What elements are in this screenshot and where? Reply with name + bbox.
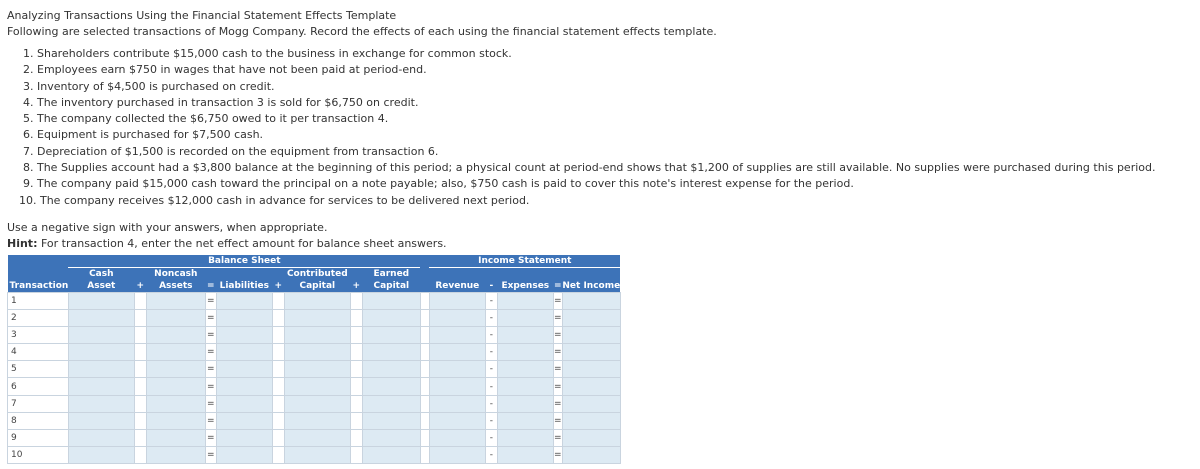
noncash-assets-cell[interactable] [146, 429, 205, 446]
revenue-cell[interactable] [429, 429, 485, 446]
list-item: 9. The company paid $15,000 cash toward the principal on a note payable; also, $750 cash is paid to cover this note's interest expense for the period. [23, 177, 854, 191]
contributed-capital-cell[interactable] [284, 293, 350, 310]
row-spacer [272, 310, 284, 327]
revenue-input-6[interactable] [430, 378, 485, 394]
expenses-cell[interactable] [497, 310, 553, 327]
cash-asset-input-4[interactable] [69, 344, 134, 360]
row-spacer [134, 327, 146, 344]
row-spacer [420, 361, 429, 378]
net-income-input-3[interactable] [563, 327, 620, 343]
contributed-capital-cell[interactable] [284, 361, 350, 378]
row-spacer [350, 310, 362, 327]
net-income-cell[interactable] [562, 395, 620, 412]
row-minus-operator: - [485, 429, 497, 446]
cash-asset-cell[interactable] [68, 310, 134, 327]
row-equals-operator: = [205, 378, 216, 395]
revenue-cell[interactable] [429, 395, 485, 412]
earned-capital-header-top: Earned [362, 268, 420, 281]
net-income-cell[interactable] [562, 412, 620, 429]
cash-asset-input-7[interactable] [69, 396, 134, 412]
contributed-capital-cell[interactable] [284, 310, 350, 327]
contributed-capital-input-10[interactable] [285, 447, 350, 463]
earned-capital-input-4[interactable] [363, 344, 420, 360]
table-row [8, 327, 621, 344]
expenses-cell[interactable] [497, 378, 553, 395]
contributed-capital-input-4[interactable] [285, 344, 350, 360]
earned-capital-cell[interactable] [362, 344, 420, 361]
noncash-assets-header-bottom: Assets [146, 280, 205, 293]
earned-capital-input-5[interactable] [363, 361, 420, 377]
cash-asset-cell[interactable] [68, 361, 134, 378]
earned-capital-cell[interactable] [362, 361, 420, 378]
row-equals-operator: = [205, 310, 216, 327]
balance-sheet-header: Balance Sheet [68, 255, 420, 268]
list-item: 4. The inventory purchased in transaction 3 is sold for $6,750 on credit. [23, 95, 419, 109]
row-equals-operator: = [553, 429, 562, 446]
row-spacer [420, 429, 429, 446]
table-row [8, 412, 621, 429]
earned-capital-input-3[interactable] [363, 327, 420, 343]
noncash-assets-cell[interactable] [146, 378, 205, 395]
cash-asset-input-9[interactable] [69, 430, 134, 446]
earned-capital-cell[interactable] [362, 412, 420, 429]
liabilities-input-1[interactable] [217, 293, 272, 309]
net-income-input-9[interactable] [563, 430, 620, 446]
expenses-cell[interactable] [497, 446, 553, 463]
earned-capital-input-10[interactable] [363, 447, 420, 463]
earned-capital-input-9[interactable] [363, 430, 420, 446]
row-equals-operator: = [205, 344, 216, 361]
row-minus-operator: - [485, 310, 497, 327]
list-item: 8. The Supplies account had a $3,800 balance at the beginning of this period; a physical count at period-end shows that $1,200 of supplies are still available. No supplies were purchased during this period. [23, 161, 1156, 175]
expenses-cell[interactable] [497, 293, 553, 310]
expenses-input-3[interactable] [498, 327, 553, 343]
contributed-capital-input-1[interactable] [285, 293, 350, 309]
cash-asset-input-8[interactable] [69, 413, 134, 429]
earned-capital-cell[interactable] [362, 293, 420, 310]
liabilities-cell[interactable] [216, 310, 272, 327]
revenue-cell[interactable] [429, 310, 485, 327]
revenue-input-8[interactable] [430, 413, 485, 429]
row-spacer [272, 361, 284, 378]
revenue-input-2[interactable] [430, 310, 485, 326]
cash-asset-cell[interactable] [68, 293, 134, 310]
row-minus-operator: - [485, 412, 497, 429]
expenses-input-10[interactable] [498, 447, 553, 463]
cash-asset-input-5[interactable] [69, 361, 134, 377]
revenue-input-10[interactable] [430, 447, 485, 463]
net-income-cell[interactable] [562, 310, 620, 327]
row-spacer [420, 310, 429, 327]
noncash-assets-input-10[interactable] [147, 447, 205, 463]
liabilities-cell[interactable] [216, 361, 272, 378]
instructions: Following are selected transactions of Mogg Company. Record the effects of each using the financial statement effects template. [7, 25, 717, 38]
noncash-assets-input-8[interactable] [147, 413, 205, 429]
row-spacer [350, 412, 362, 429]
contributed-capital-cell[interactable] [284, 446, 350, 463]
row-spacer [350, 395, 362, 412]
noncash-assets-header-top: Noncash [146, 268, 205, 281]
contributed-capital-input-3[interactable] [285, 327, 350, 343]
liabilities-input-4[interactable] [217, 344, 272, 360]
row-spacer [134, 344, 146, 361]
noncash-assets-input-1[interactable] [147, 293, 205, 309]
net-income-cell[interactable] [562, 378, 620, 395]
list-item: 2. Employees earn $750 in wages that have not been paid at period-end. [23, 63, 427, 77]
transaction-number: 5 [8, 361, 69, 378]
contributed-capital-header-bottom: Capital [284, 280, 350, 293]
net-income-cell[interactable] [562, 293, 620, 310]
net-income-input-5[interactable] [563, 361, 620, 377]
earned-capital-input-8[interactable] [363, 413, 420, 429]
contributed-capital-input-6[interactable] [285, 378, 350, 394]
cash-asset-input-6[interactable] [69, 378, 134, 394]
revenue-cell[interactable] [429, 412, 485, 429]
net-income-cell[interactable] [562, 429, 620, 446]
row-spacer [420, 446, 429, 463]
table-row [8, 344, 621, 361]
plus-operator: + [350, 280, 362, 293]
list-item: 5. The company collected the $6,750 owed to it per transaction 4. [23, 112, 389, 126]
row-spacer [134, 310, 146, 327]
row-equals-operator: = [553, 361, 562, 378]
row-spacer [420, 344, 429, 361]
liabilities-cell[interactable] [216, 344, 272, 361]
liabilities-input-9[interactable] [217, 430, 272, 446]
contributed-capital-cell[interactable] [284, 412, 350, 429]
noncash-assets-input-7[interactable] [147, 396, 205, 412]
row-spacer [350, 446, 362, 463]
net-income-input-1[interactable] [563, 293, 620, 309]
expenses-cell[interactable] [497, 327, 553, 344]
hint-text: For transaction 4, enter the net effect amount for balance sheet answers. [37, 237, 447, 250]
contributed-capital-cell[interactable] [284, 429, 350, 446]
noncash-assets-cell[interactable] [146, 293, 205, 310]
plus-operator: + [134, 280, 146, 293]
row-minus-operator: - [485, 344, 497, 361]
list-item: 3. Inventory of $4,500 is purchased on credit. [23, 79, 275, 93]
noncash-assets-input-9[interactable] [147, 430, 205, 446]
net-income-input-10[interactable] [563, 447, 620, 463]
cash-asset-header-bottom: Asset [68, 280, 134, 293]
revenue-input-3[interactable] [430, 327, 485, 343]
row-spacer [350, 429, 362, 446]
net-income-input-7[interactable] [563, 396, 620, 412]
row-equals-operator: = [553, 293, 562, 310]
liabilities-header: Liabilities [216, 280, 272, 293]
liabilities-cell[interactable] [216, 327, 272, 344]
row-equals-operator: = [205, 429, 216, 446]
row-minus-operator: - [485, 378, 497, 395]
liabilities-input-2[interactable] [217, 310, 272, 326]
noncash-assets-cell[interactable] [146, 310, 205, 327]
noncash-assets-cell[interactable] [146, 327, 205, 344]
row-minus-operator: - [485, 446, 497, 463]
liabilities-input-8[interactable] [217, 413, 272, 429]
table-row [8, 429, 621, 446]
noncash-assets-input-2[interactable] [147, 310, 205, 326]
cash-asset-cell[interactable] [68, 378, 134, 395]
row-spacer [272, 412, 284, 429]
row-spacer [420, 395, 429, 412]
table-row [8, 310, 621, 327]
earned-capital-input-2[interactable] [363, 310, 420, 326]
row-minus-operator: - [485, 395, 497, 412]
row-equals-operator: = [205, 361, 216, 378]
contributed-capital-cell[interactable] [284, 327, 350, 344]
net-income-input-6[interactable] [563, 378, 620, 394]
earned-capital-cell[interactable] [362, 395, 420, 412]
row-spacer [134, 378, 146, 395]
cash-asset-cell[interactable] [68, 344, 134, 361]
liabilities-cell[interactable] [216, 446, 272, 463]
revenue-cell[interactable] [429, 327, 485, 344]
contributed-capital-cell[interactable] [284, 395, 350, 412]
row-spacer [350, 378, 362, 395]
list-item: 7. Depreciation of $1,500 is recorded on the equipment from transaction 6. [23, 144, 439, 158]
list-item: 1. Shareholders contribute $15,000 cash to the business in exchange for common stock. [23, 47, 512, 60]
contributed-capital-input-9[interactable] [285, 430, 350, 446]
row-spacer [350, 361, 362, 378]
liabilities-cell[interactable] [216, 378, 272, 395]
row-spacer [134, 395, 146, 412]
noncash-assets-cell[interactable] [146, 361, 205, 378]
noncash-assets-input-4[interactable] [147, 344, 205, 360]
liabilities-input-7[interactable] [217, 396, 272, 412]
row-equals-operator: = [205, 395, 216, 412]
cash-asset-header-top: Cash [68, 268, 134, 281]
row-spacer [420, 378, 429, 395]
table-row [8, 378, 621, 395]
cash-asset-cell[interactable] [68, 446, 134, 463]
liabilities-input-3[interactable] [217, 327, 272, 343]
row-equals-operator: = [553, 310, 562, 327]
transaction-number: 9 [8, 429, 69, 446]
liabilities-cell[interactable] [216, 395, 272, 412]
fse-template-table [7, 255, 621, 464]
expenses-input-1[interactable] [498, 293, 553, 309]
cash-asset-input-3[interactable] [69, 327, 134, 343]
row-spacer [350, 327, 362, 344]
expenses-cell[interactable] [497, 412, 553, 429]
earned-capital-input-7[interactable] [363, 396, 420, 412]
equals-operator: = [207, 281, 215, 291]
row-equals-operator: = [553, 446, 562, 463]
transaction-list [19, 46, 1156, 209]
expenses-input-7[interactable] [498, 396, 553, 412]
contributed-capital-header-top: Contributed [284, 268, 350, 281]
negative-sign-note: Use a negative sign with your answers, when appropriate. [7, 221, 328, 234]
row-minus-operator: - [485, 293, 497, 310]
page-title: Analyzing Transactions Using the Financial Statement Effects Template [7, 9, 397, 22]
noncash-assets-cell[interactable] [146, 344, 205, 361]
revenue-input-9[interactable] [430, 430, 485, 446]
revenue-cell[interactable] [429, 378, 485, 395]
transaction-number: 3 [8, 327, 69, 344]
expenses-cell[interactable] [497, 344, 553, 361]
revenue-cell[interactable] [429, 361, 485, 378]
row-equals-operator: = [553, 412, 562, 429]
earned-capital-cell[interactable] [362, 429, 420, 446]
transaction-column-header: Transaction [9, 281, 69, 291]
table-row [8, 395, 621, 412]
expenses-input-4[interactable] [498, 344, 553, 360]
noncash-assets-cell[interactable] [146, 446, 205, 463]
cash-asset-cell[interactable] [68, 429, 134, 446]
row-equals-operator: = [205, 412, 216, 429]
liabilities-input-6[interactable] [217, 378, 272, 394]
cash-asset-input-2[interactable] [69, 310, 134, 326]
liabilities-input-5[interactable] [217, 361, 272, 377]
revenue-cell[interactable] [429, 344, 485, 361]
transaction-number: 4 [8, 344, 69, 361]
contributed-capital-input-2[interactable] [285, 310, 350, 326]
row-spacer [272, 293, 284, 310]
noncash-assets-input-5[interactable] [147, 361, 205, 377]
revenue-input-7[interactable] [430, 396, 485, 412]
table-row [8, 293, 621, 310]
row-spacer [134, 429, 146, 446]
revenue-cell[interactable] [429, 293, 485, 310]
net-income-cell[interactable] [562, 327, 620, 344]
transaction-number: 1 [8, 293, 69, 310]
contributed-capital-input-5[interactable] [285, 361, 350, 377]
earned-capital-header-bottom: Capital [362, 280, 420, 293]
row-equals-operator: = [205, 293, 216, 310]
row-spacer [420, 412, 429, 429]
expenses-input-6[interactable] [498, 378, 553, 394]
earned-capital-cell[interactable] [362, 378, 420, 395]
earned-capital-cell[interactable] [362, 327, 420, 344]
noncash-assets-input-6[interactable] [147, 378, 205, 394]
row-equals-operator: = [553, 344, 562, 361]
row-spacer [420, 293, 429, 310]
earned-capital-cell[interactable] [362, 310, 420, 327]
net-income-header: Net Income [562, 281, 621, 291]
cash-asset-cell[interactable] [68, 412, 134, 429]
net-income-cell[interactable] [562, 446, 620, 463]
row-equals-operator: = [205, 327, 216, 344]
net-income-cell[interactable] [562, 344, 620, 361]
revenue-input-1[interactable] [430, 293, 485, 309]
expenses-header: Expenses [497, 280, 553, 293]
row-equals-operator: = [553, 378, 562, 395]
table-row [8, 361, 621, 378]
hint-label: Hint: [7, 237, 38, 250]
income-statement-header: Income Statement [429, 255, 620, 268]
list-item: 10. The company receives $12,000 cash in advance for services to be delivered next period. [19, 193, 530, 207]
revenue-cell[interactable] [429, 446, 485, 463]
revenue-input-5[interactable] [430, 361, 485, 377]
transaction-number: 7 [8, 395, 69, 412]
row-equals-operator: = [205, 446, 216, 463]
row-spacer [272, 344, 284, 361]
cash-asset-input-1[interactable] [69, 293, 134, 309]
equals-operator: = [554, 281, 562, 291]
transaction-number: 6 [8, 378, 69, 395]
expenses-input-2[interactable] [498, 310, 553, 326]
row-spacer [272, 446, 284, 463]
transaction-number: 8 [8, 412, 69, 429]
transaction-number: 10 [8, 446, 69, 463]
revenue-input-4[interactable] [430, 344, 485, 360]
noncash-assets-cell[interactable] [146, 395, 205, 412]
contributed-capital-input-8[interactable] [285, 413, 350, 429]
noncash-assets-cell[interactable] [146, 412, 205, 429]
table-row [8, 446, 621, 463]
noncash-assets-input-3[interactable] [147, 327, 205, 343]
row-spacer [350, 344, 362, 361]
net-income-cell[interactable] [562, 361, 620, 378]
liabilities-cell[interactable] [216, 293, 272, 310]
cash-asset-cell[interactable] [68, 395, 134, 412]
row-minus-operator: - [485, 327, 497, 344]
row-spacer [134, 361, 146, 378]
row-spacer [272, 327, 284, 344]
row-spacer [134, 446, 146, 463]
row-spacer [272, 378, 284, 395]
earned-capital-input-6[interactable] [363, 378, 420, 394]
cash-asset-cell[interactable] [68, 327, 134, 344]
list-item: 6. Equipment is purchased for $7,500 cash. [23, 128, 264, 142]
net-income-input-4[interactable] [563, 344, 620, 360]
row-spacer [272, 395, 284, 412]
expenses-cell[interactable] [497, 395, 553, 412]
row-spacer [134, 293, 146, 310]
contributed-capital-cell[interactable] [284, 344, 350, 361]
expenses-input-5[interactable] [498, 361, 553, 377]
row-spacer [350, 293, 362, 310]
net-income-input-2[interactable] [563, 310, 620, 326]
expenses-input-8[interactable] [498, 413, 553, 429]
liabilities-input-10[interactable] [217, 447, 272, 463]
revenue-header: Revenue [429, 280, 485, 293]
plus-operator: + [272, 280, 284, 293]
liabilities-cell[interactable] [216, 412, 272, 429]
row-equals-operator: = [553, 395, 562, 412]
row-spacer [134, 412, 146, 429]
net-income-input-8[interactable] [563, 413, 620, 429]
row-spacer [420, 327, 429, 344]
expenses-cell[interactable] [497, 429, 553, 446]
expenses-cell[interactable] [497, 361, 553, 378]
liabilities-cell[interactable] [216, 429, 272, 446]
row-spacer [272, 429, 284, 446]
row-minus-operator: - [485, 361, 497, 378]
contributed-capital-cell[interactable] [284, 378, 350, 395]
row-equals-operator: = [553, 327, 562, 344]
earned-capital-cell[interactable] [362, 446, 420, 463]
expenses-input-9[interactable] [498, 430, 553, 446]
minus-operator: - [485, 280, 497, 293]
earned-capital-input-1[interactable] [363, 293, 420, 309]
hint [7, 237, 447, 250]
cash-asset-input-10[interactable] [69, 447, 134, 463]
transaction-number: 2 [8, 310, 69, 327]
contributed-capital-input-7[interactable] [285, 396, 350, 412]
